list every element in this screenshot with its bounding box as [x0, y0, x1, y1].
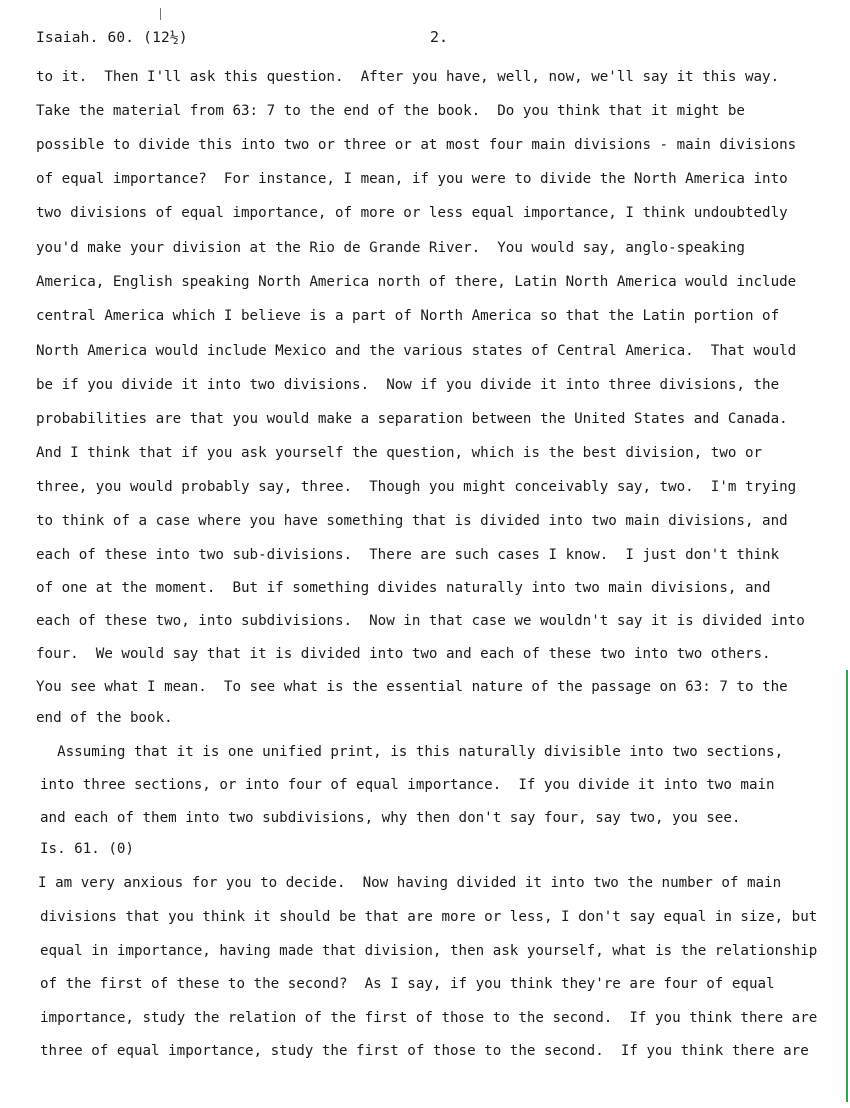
text-line: probabilities are that you would make a separation between the United States and Canada.: [36, 411, 788, 427]
text-line: two divisions of equal importance, of more or less equal importance, I think undoubtedly: [36, 205, 788, 221]
text-line: you'd make your division at the Rio de Grande River. You would say, anglo-speaking: [36, 240, 745, 256]
text-line: importance, study the relation of the first of those to the second. If you think there are: [40, 1010, 818, 1026]
text-line: You see what I mean. To see what is the essential nature of the passage on 63: 7 to the: [36, 679, 788, 695]
text-line: Assuming that it is one unified print, is this naturally divisible into two sections,: [40, 744, 784, 760]
text-line: Take the material from 63: 7 to the end of the book. Do you think that it might be: [36, 103, 745, 119]
text-line: be if you divide it into two divisions. Now if you divide it into three divisions, the: [36, 377, 780, 393]
text-line: three, you would probably say, three. Though you might conceivably say, two. I'm trying: [36, 479, 797, 495]
text-line: each of these two, into subdivisions. Now in that case we wouldn't say it is divided into: [36, 613, 805, 629]
text-line: Is. 61. (0): [40, 841, 134, 857]
text-line: each of these into two sub-divisions. There are such cases I know. I just don't think: [36, 547, 780, 563]
text-line: to think of a case where you have something that is divided into two main divisions, and: [36, 513, 788, 529]
text-line: of the first of these to the second? As I say, if you think they're are four of equal: [40, 976, 775, 992]
text-line: into three sections, or into four of equal importance. If you divide it into two main: [40, 777, 775, 793]
text-line: I am very anxious for you to decide. Now having divided it into two the number of main: [38, 875, 782, 891]
text-line: to it. Then I'll ask this question. After you have, well, now, we'll say it this way.: [36, 69, 780, 85]
text-line: of one at the moment. But if something divides naturally into two main divisions, and: [36, 580, 771, 596]
text-line: end of the book.: [36, 710, 173, 726]
text-line: central America which I believe is a part of North America so that the Latin portion of: [36, 308, 780, 324]
text-line: North America would include Mexico and the various states of Central America. That would: [36, 343, 797, 359]
text-line: of equal importance? For instance, I mean, if you were to divide the North America into: [36, 171, 788, 187]
text-line: divisions that you think it should be that are more or less, I don't say equal in size, but: [40, 909, 818, 925]
text-line: America, English speaking North America north of there, Latin North America would include: [36, 274, 797, 290]
text-line: four. We would say that it is divided into two and each of these two into two others.: [36, 646, 771, 662]
text-line: and each of them into two subdivisions, why then don't say four, say two, you see.: [40, 810, 741, 826]
margin-color-bar: [846, 670, 848, 1102]
text-line: equal in importance, having made that division, then ask yourself, what is the relationship: [40, 943, 818, 959]
text-line: possible to divide this into two or three or at most four main divisions - main divisions: [36, 137, 797, 153]
margin-tick-mark: [160, 8, 161, 20]
page-number: 2.: [430, 28, 449, 46]
chapter-reference: Isaiah. 60. (12½): [36, 30, 188, 46]
text-line: And I think that if you ask yourself the question, which is the best division, two or: [36, 445, 763, 461]
text-line: three of equal importance, study the first of those to the second. If you think there are: [40, 1043, 809, 1059]
